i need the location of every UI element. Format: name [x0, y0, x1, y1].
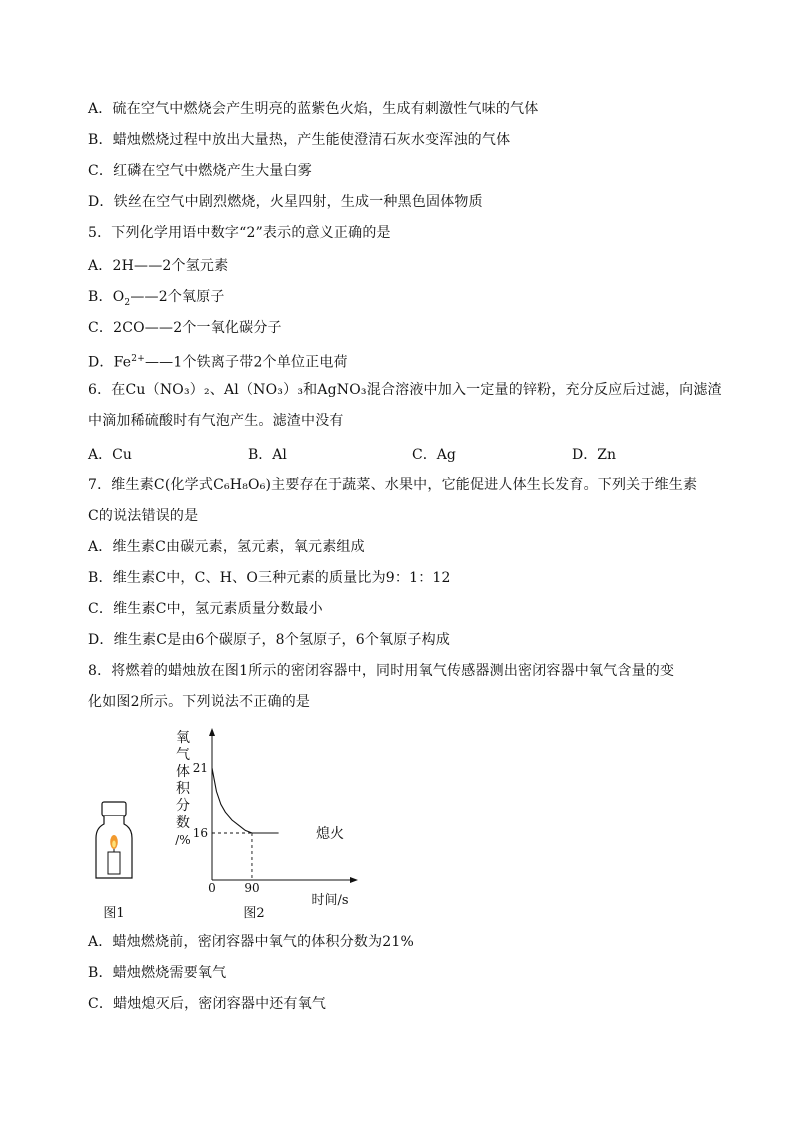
q6-stem-line1: 6．在Cu（NO₃）₂、Al（NO₃）₃和AgNO₃混合溶液中加入一定量的锌粉，充分反应后过滤，向滤渣: [88, 382, 722, 398]
oxygen-curve: [212, 768, 279, 833]
x-axis-arrow: [350, 877, 358, 883]
q5-option-c: C．2CO——2个一氧化碳分子: [88, 320, 282, 336]
q5-stem: 5．下列化学用语中数字“2”表示的意义正确的是: [88, 225, 391, 241]
y-axis-label-char: 数: [176, 815, 190, 831]
q5-option-b: B．$O_2——2$个氧原子: [88, 289, 225, 308]
q8-option-c: C．蜡烛熄灭后，密闭容器中还有氧气: [88, 996, 327, 1012]
x-axis-label: 时间/s: [311, 893, 349, 908]
q4-option-b: B．蜡烛燃烧过程中放出大量热，产生能使澄清石灰水变浑浊的气体: [88, 132, 511, 148]
q7-option-b: B．维生素C中，C、H、O三种元素的质量比为9：1：12: [88, 570, 451, 586]
y-axis-label-char: 积: [176, 781, 190, 797]
q6-option-d: D．Zn: [572, 447, 616, 463]
extinguish-annotation: 熄火: [316, 826, 344, 842]
y-tick-label: 16: [192, 826, 208, 840]
q5-option-d: D．$Fe^{2+}——1$个铁离子带2个单位正电荷: [88, 354, 348, 371]
q6-stem-line2: 中滴加稀硫酸时有气泡产生。滤渣中没有: [88, 413, 344, 429]
fig1-label: 图1: [103, 906, 125, 921]
q7-option-d: D．维生素C是由6个碳原子，8个氢原子，6个氧原子构成: [88, 632, 451, 648]
y-axis-label: [175, 730, 191, 847]
q8-option-b: B．蜡烛燃烧需要氧气: [88, 965, 227, 981]
q4-option-c: C．红磷在空气中燃烧产生大量白雾: [88, 163, 312, 179]
q7-option-a: A．维生素C由碳元素，氢元素，氧元素组成: [88, 539, 365, 555]
q6-option-a: A．Cu: [88, 447, 132, 463]
q8-stem-line2: 化如图2所示。下列说法不正确的是: [88, 694, 311, 710]
oxygen-chart: [175, 728, 358, 908]
q4-option-d: D．铁丝在空气中剧烈燃烧，火星四射，生成一种黑色固体物质: [88, 194, 483, 210]
y-axis-label-char: 体: [176, 764, 190, 780]
q8-option-a: A．蜡烛燃烧前，密闭容器中氧气的体积分数为21%: [88, 934, 415, 950]
q6-option-b: B．Al: [248, 447, 287, 463]
y-axis-label-char: 氧: [176, 730, 190, 746]
origin-label: 0: [208, 881, 216, 895]
q7-stem-line1: 7．维生素C(化学式C₆H₈O₆)主要存在于蔬菜、水果中，它能促进人体生长发育。下列关于维生素: [88, 477, 698, 493]
y-axis-arrow: [209, 728, 215, 736]
y-axis-label-char: 分: [176, 798, 190, 814]
y-axis-label-char: /%: [175, 833, 191, 847]
y-tick-label: 21: [192, 761, 208, 775]
q7-option-c: C．维生素C中，氢元素质量分数最小: [88, 601, 323, 617]
q5-option-a: A．2H——2个氢元素: [88, 258, 229, 274]
x-tick-label: 90: [244, 881, 260, 895]
jar-with-candle-icon: [96, 802, 132, 878]
q8-stem-line1: 8．将燃着的蜡烛放在图1所示的密闭容器中，同时用氧气传感器测出密闭容器中氧气含量的变: [88, 663, 675, 679]
q4-option-a: A．硫在空气中燃烧会产生明亮的蓝紫色火焰，生成有刺激性气味的气体: [88, 101, 539, 117]
q7-stem-line2: C的说法错误的是: [88, 508, 199, 524]
fig2-label: 图2: [243, 906, 265, 921]
q6-option-c: C．Ag: [412, 447, 456, 463]
y-axis-label-char: 气: [176, 747, 190, 763]
